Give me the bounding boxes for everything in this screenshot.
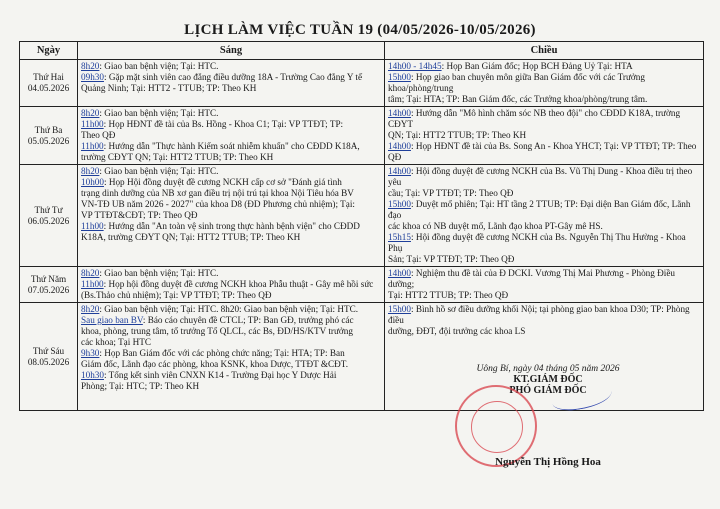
- afternoon-time: 14h00: [388, 108, 411, 118]
- header-afternoon: Chiều: [385, 42, 704, 60]
- day-cell: [20, 107, 78, 165]
- morning-time: 9h30: [81, 348, 100, 358]
- afternoon-line: [388, 152, 700, 163]
- afternoon-text: QĐ: [388, 152, 402, 162]
- morning-text: các khoa; Tại HTC: [81, 337, 151, 347]
- table-row: [20, 60, 704, 107]
- afternoon-time: 15h15: [388, 232, 411, 242]
- morning-text: K18A, trường CĐYT QN; Tại: HTT2 TTUB; TP: Theo KH: [81, 232, 301, 242]
- afternoon-text: cầu; Tại: VP TTĐT; TP: Theo QĐ: [388, 188, 514, 198]
- morning-text: : Báo cáo chuyên đề CTCL; TP: Ban GĐ, trưởng phó các: [142, 315, 354, 325]
- morning-text: trạng dinh dưỡng của NB xơ gan điều trị nội trú tại khoa Nội Tiêu hóa BV: [81, 188, 354, 198]
- header-row: [20, 42, 704, 60]
- morning-text: Theo QĐ: [81, 130, 116, 140]
- day-date: 04.05.2026: [27, 83, 70, 93]
- morning-line: [81, 221, 381, 232]
- morning-line: [81, 130, 381, 141]
- morning-line: [81, 348, 381, 359]
- morning-line: [81, 315, 381, 326]
- morning-text: : Họp Hội đồng duyệt đề cương NCKH cấp cơ sở "Đánh giá tình: [103, 177, 342, 187]
- afternoon-line: [388, 61, 700, 72]
- day-date: 05.05.2026: [27, 135, 70, 146]
- afternoon-time: 15h00: [388, 199, 411, 209]
- afternoon-time: 14h00: [388, 141, 411, 151]
- morning-text: trường CĐYT QN; Tại: HTT2 TTUB; TP: Theo KH: [81, 152, 274, 162]
- afternoon-text: dưỡng, ĐĐT, đội trưởng các khoa LS: [388, 326, 526, 336]
- table-row: [20, 267, 704, 303]
- morning-text: Phòng; Tại: HTC; TP: Theo KH: [81, 381, 200, 391]
- day-name: Thứ Ba: [34, 124, 63, 135]
- morning-line: [81, 359, 381, 370]
- morning-text: : Giao ban bệnh viện; Tại: HTC.: [99, 268, 219, 278]
- afternoon-time: 14h00 - 14h45: [388, 61, 442, 71]
- afternoon-cell: [385, 267, 704, 303]
- afternoon-line: [388, 232, 700, 254]
- day-name: Thứ Hai: [33, 72, 64, 82]
- morning-time: 11h00: [81, 141, 104, 151]
- afternoon-text: : Hội đồng duyệt đề cương NCKH của Bs. Nguyễn Thị Thu Hường - Khoa Phụ: [388, 232, 686, 253]
- morning-text: : Hướng dẫn "An toàn vệ sinh trong thực hành bệnh viện" cho CĐDD: [103, 221, 360, 231]
- morning-text: Giám đốc, Lãnh đạo các phòng, khoa KSNK, khoa Dược, TTĐT &CĐT.: [81, 359, 349, 369]
- table-row: [20, 165, 704, 267]
- afternoon-line: [388, 199, 700, 221]
- afternoon-line: [388, 254, 700, 265]
- morning-cell: [78, 60, 385, 107]
- afternoon-line: [388, 290, 700, 301]
- morning-line: [81, 61, 381, 72]
- afternoon-line: [388, 108, 700, 130]
- morning-time: 8h20: [81, 268, 100, 278]
- afternoon-time: 14h00: [388, 166, 411, 176]
- morning-line: [81, 177, 381, 188]
- day-name: Thứ Tư: [34, 204, 63, 215]
- afternoon-line: [388, 141, 700, 152]
- day-cell: [20, 165, 78, 267]
- afternoon-line: [388, 188, 700, 199]
- morning-text: : Giao ban bệnh viện; Tại: HTC.: [99, 166, 219, 176]
- morning-time: 8h20: [81, 108, 100, 118]
- morning-text: : Hướng dẫn "Thực hành Kiểm soát nhiễm khuẩn" cho CĐDD K18A,: [103, 141, 360, 151]
- morning-line: [81, 232, 381, 243]
- afternoon-line: [388, 94, 700, 105]
- morning-line: [81, 337, 381, 348]
- signature-block: [438, 364, 658, 396]
- day-cell: [20, 303, 78, 411]
- morning-time: 11h00: [81, 221, 104, 231]
- afternoon-text: : Họp HĐNT đề tài của Bs. Song An - Khoa YHCT; Tại: VP TTĐT; TP: Theo: [410, 141, 697, 151]
- afternoon-time: 15h00: [388, 304, 411, 314]
- morning-time: 8h20: [81, 61, 100, 71]
- morning-text: VN-TĐ UB năm 2026 - 2027" của khoa D8 (ĐD Phương chủ nhiệm); Tại:: [81, 199, 355, 209]
- afternoon-text: : Bình hồ sơ điều dưỡng khối Nội; tại phòng giao ban khoa D30; TP: Phòng điều: [388, 304, 690, 325]
- afternoon-line: [388, 72, 700, 94]
- morning-line: [81, 199, 381, 210]
- afternoon-text: QN; Tại: HTT2 TTUB; TP: Theo KH: [388, 130, 527, 140]
- table-row: [20, 107, 704, 165]
- afternoon-line: [388, 268, 700, 290]
- morning-text: : Họp HĐNT đề tài của Bs. Hồng - Khoa C1; Tại: VP TTĐT; TP:: [103, 119, 344, 129]
- morning-cell: [78, 107, 385, 165]
- afternoon-text: các khoa có NB duyệt mổ, Lãnh đạo khoa PT-Gây mê HS.: [388, 221, 603, 231]
- afternoon-line: [388, 304, 700, 326]
- morning-text: : Họp Ban Giám đốc với các phòng chức năng; Tại: HTA; TP: Ban: [99, 348, 345, 358]
- afternoon-line: [388, 326, 700, 337]
- schedule-table: [19, 41, 704, 411]
- day-name: Thứ Sáu: [32, 345, 65, 356]
- morning-cell: [78, 267, 385, 303]
- morning-line: [81, 152, 381, 163]
- afternoon-cell: [385, 60, 704, 107]
- signer-name: Nguyễn Thị Hồng Hoa: [495, 456, 601, 468]
- signature-title-1: KT.GIÁM ĐỐC: [513, 374, 583, 385]
- day-name: Thứ Năm: [30, 273, 67, 284]
- morning-text: VP TTĐT&CĐT; TP: Theo QĐ: [81, 210, 198, 220]
- morning-line: [81, 166, 381, 177]
- signature-title-2: PHÓ GIÁM ĐỐC: [509, 385, 587, 396]
- morning-line: [81, 141, 381, 152]
- morning-line: [81, 326, 381, 337]
- morning-line: [81, 188, 381, 199]
- afternoon-text: : Duyệt mổ phiên; Tại: HT tầng 2 TTUB; TP: Đại diện Ban Giám đốc, Lãnh đạo: [388, 199, 691, 220]
- morning-cell: [78, 165, 385, 267]
- morning-text: : Tổng kết sinh viên CNXN K14 - Trường Đại học Y Dược Hải: [103, 370, 337, 380]
- day-cell: [20, 267, 78, 303]
- morning-line: [81, 119, 381, 130]
- signature-date: Uông Bí, ngày 04 tháng 05 năm 2026: [476, 364, 620, 374]
- morning-cell: [78, 303, 385, 411]
- morning-time: 8h20: [81, 304, 100, 314]
- page-title: LỊCH LÀM VIỆC TUẦN 19 (04/05/2026-10/05/2026): [184, 22, 536, 38]
- afternoon-time: 14h00: [388, 268, 411, 278]
- morning-time: 09h30: [81, 72, 104, 82]
- morning-line: [81, 72, 381, 83]
- day-date: 06.05.2026: [27, 215, 70, 226]
- afternoon-text: Tại: HTT2 TTUB; TP: Theo QĐ: [388, 290, 509, 300]
- morning-line: [81, 268, 381, 279]
- afternoon-cell: [385, 165, 704, 267]
- morning-text: khoa, phòng, trung tâm, tổ trưởng Tổ QLCL, các Bs, ĐD/HS/KTV trưởng: [81, 326, 353, 336]
- morning-line: [81, 210, 381, 221]
- morning-text: : Họp hội đồng duyệt đề cương NCKH khoa Phẫu thuật - Gây mê hồi sức: [103, 279, 374, 289]
- day-cell: [20, 60, 78, 107]
- morning-text: Quảng Ninh; Tại: HTT2 - TTUB; TP: Theo KH: [81, 83, 257, 93]
- morning-time: 11h00: [81, 119, 104, 129]
- afternoon-time: 15h00: [388, 72, 411, 82]
- morning-time: 8h20: [81, 166, 100, 176]
- morning-line: [81, 279, 381, 290]
- afternoon-line: [388, 221, 700, 232]
- afternoon-cell: [385, 107, 704, 165]
- afternoon-text: tâm; Tại: HTA; TP: Ban Giám đốc, các Trưởng khoa/phòng/trung tâm.: [388, 94, 648, 104]
- morning-text: : Giao ban bệnh viện; Tại: HTC. 8h20: Giao ban bệnh viện; Tại: HTC.: [99, 304, 359, 314]
- afternoon-text: : Họp giao ban chuyên môn giữa Ban Giám đốc với các Trưởng khoa/phòng/trung: [388, 72, 645, 93]
- morning-line: [81, 83, 381, 94]
- header-morning: Sáng: [78, 42, 385, 60]
- afternoon-text: : Họp Ban Giám đốc; Họp BCH Đảng Uỷ Tại: HTA: [441, 61, 633, 71]
- morning-line: [81, 108, 381, 119]
- morning-text: (Bs.Thảo chủ nhiệm); Tại: VP TTĐT; TP: Theo QĐ: [81, 290, 272, 300]
- morning-line: [81, 304, 381, 315]
- afternoon-line: [388, 166, 700, 188]
- afternoon-text: : Nghiệm thu đề tài của Đ DCKI. Vương Thị Mai Phương - Phòng Điều dưỡng;: [388, 268, 676, 289]
- morning-line: [81, 381, 381, 392]
- day-date: 07.05.2026: [27, 284, 70, 295]
- afternoon-text: : Hội đồng duyệt đề cương NCKH của Bs. Vũ Thị Dung - Khoa điều trị theo yêu: [388, 166, 693, 187]
- morning-text: : Giao ban bệnh viện; Tại: HTC.: [99, 61, 219, 71]
- afternoon-text: Sản; Tại: VP TTĐT; TP: Theo QĐ: [388, 254, 515, 264]
- afternoon-line: [388, 130, 700, 141]
- morning-text: : Giao ban bệnh viện; Tại: HTC.: [99, 108, 219, 118]
- morning-time: 10h30: [81, 370, 104, 380]
- header-day: Ngày: [20, 42, 78, 60]
- morning-line: [81, 290, 381, 301]
- morning-line: [81, 370, 381, 381]
- morning-time: 11h00: [81, 279, 104, 289]
- afternoon-text: : Hướng dẫn "Mô hình chăm sóc NB theo đội" cho CĐDD K18A, trường CĐYT: [388, 108, 681, 129]
- hospital-stamp: [455, 385, 537, 467]
- morning-time: 10h00: [81, 177, 104, 187]
- day-date: 08.05.2026: [27, 356, 70, 367]
- morning-time: Sau giao ban BV: [81, 315, 143, 325]
- morning-text: : Gặp mặt sinh viên cao đẳng điều dưỡng 18A - Trường Cao đẳng Y tế: [103, 72, 363, 82]
